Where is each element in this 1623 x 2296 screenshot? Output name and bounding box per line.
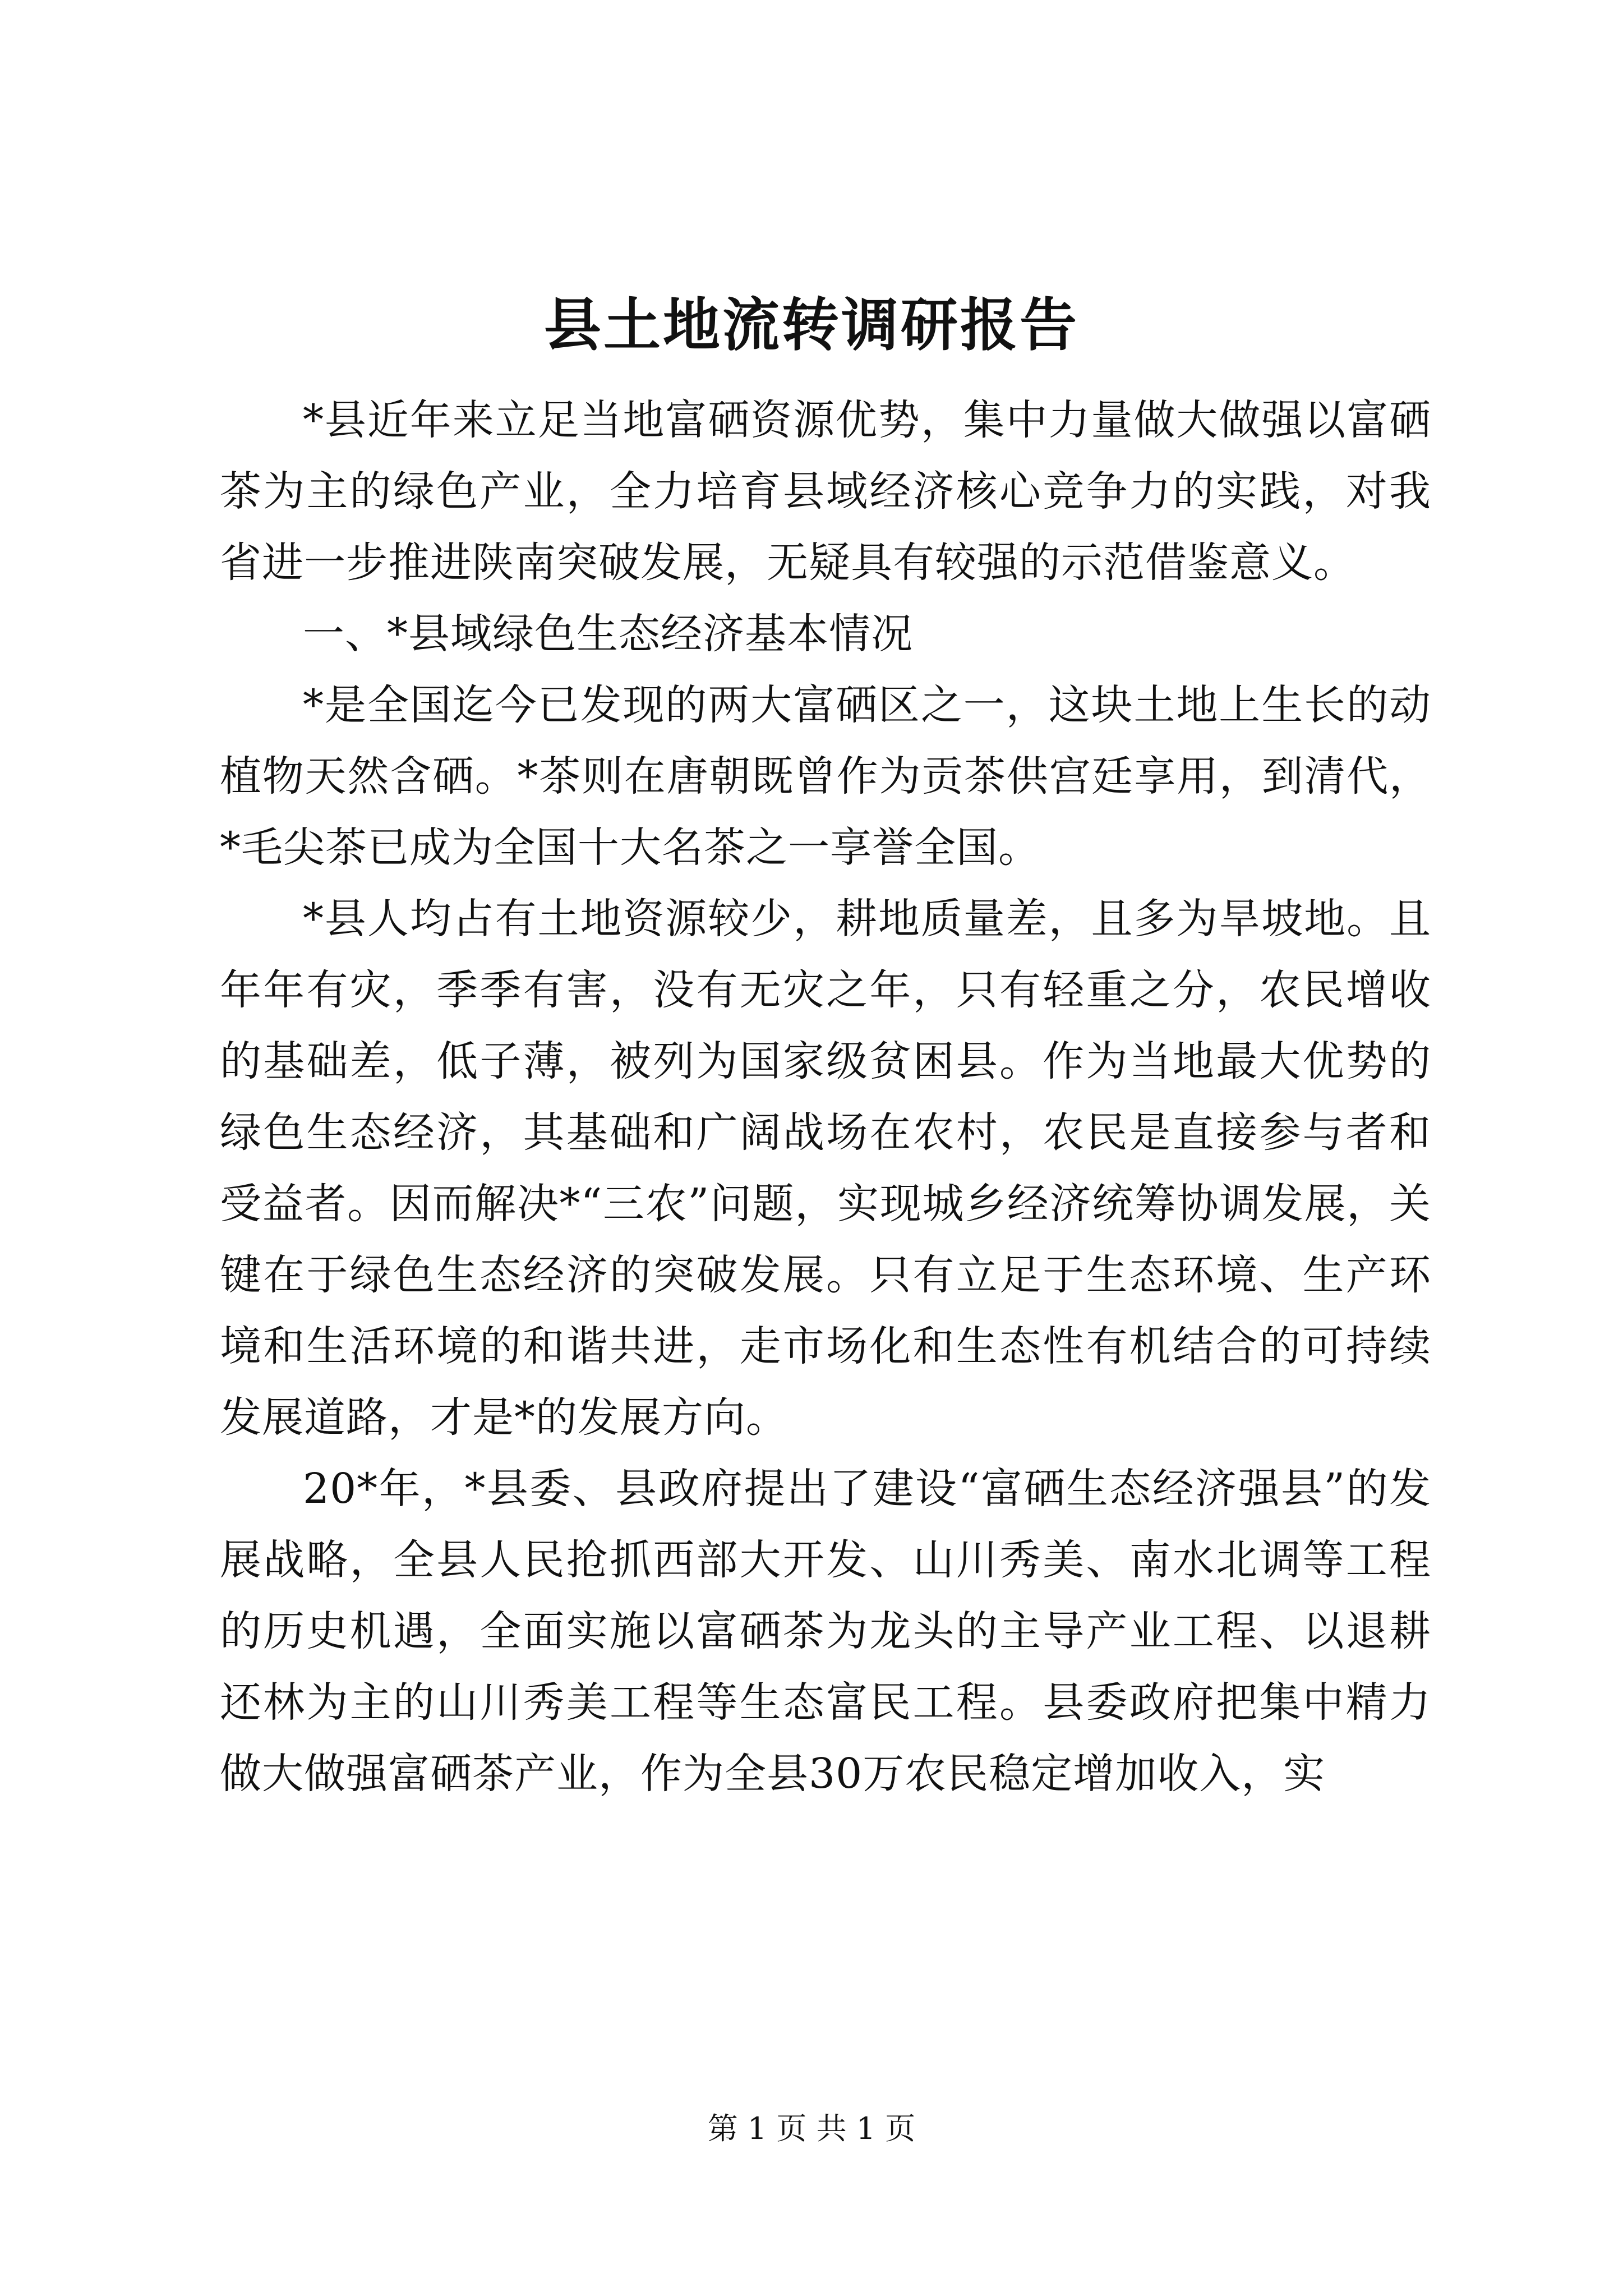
document-body — [220, 385, 1431, 1810]
paragraph-selenium-region: *是全国迄今已发现的两大富硒区之一，这块土地上生长的动植物天然含硒。*茶则在唐朝既曾作为贡茶供宫廷享用，到清代，*毛尖茶已成为全国十大名茶之一享誉全国。 — [220, 681, 1431, 872]
paragraph-development-strategy: 20*年，*县委、县政府提出了建设“富硒生态经济强县”的发展战略，全县人民抢抓西部大开发、山川秀美、南水北调等工程的历史机遇，全面实施以富硒茶为龙头的主导产业工程、以退耕还林为主的山川秀美工程等生态富民工程。县委政府把集中精力做大做强富硒茶产业，作为全县30万农民稳定增加收入，实 — [220, 1465, 1431, 1798]
section-heading-1: 一、*县域绿色生态经济基本情况 — [303, 610, 913, 658]
paragraph-land-resources: *县人均占有土地资源较少，耕地质量差，且多为旱坡地。且年年有灾，季季有害，没有无灾之年，只有轻重之分，农民增收的基础差，低子薄，被列为国家级贫困县。作为当地最大优势的绿色生态经济，其基础和广阔战场在农村，农民是直接参与者和受益者。因而解决*“三农”问题，实现城乡经济统筹协调发展，关键在于绿色生态经济的突破发展。只有立足于生态环境、生产环境和生活环境的和谐共进，走市场化和生态性有机结合的可持续发展道路，才是*的发展方向。 — [220, 895, 1431, 1442]
paragraph-intro: *县近年来立足当地富硒资源优势，集中力量做大做强以富硒茶为主的绿色产业，全力培育县域经济核心竞争力的实践，对我省进一步推进陕南突破发展，无疑具有较强的示范借鉴意义。 — [220, 396, 1431, 587]
page-number-footer: 第 1 页 共 1 页 — [707, 2111, 916, 2146]
page-title: 县土地流转调研报告 — [544, 292, 1079, 359]
